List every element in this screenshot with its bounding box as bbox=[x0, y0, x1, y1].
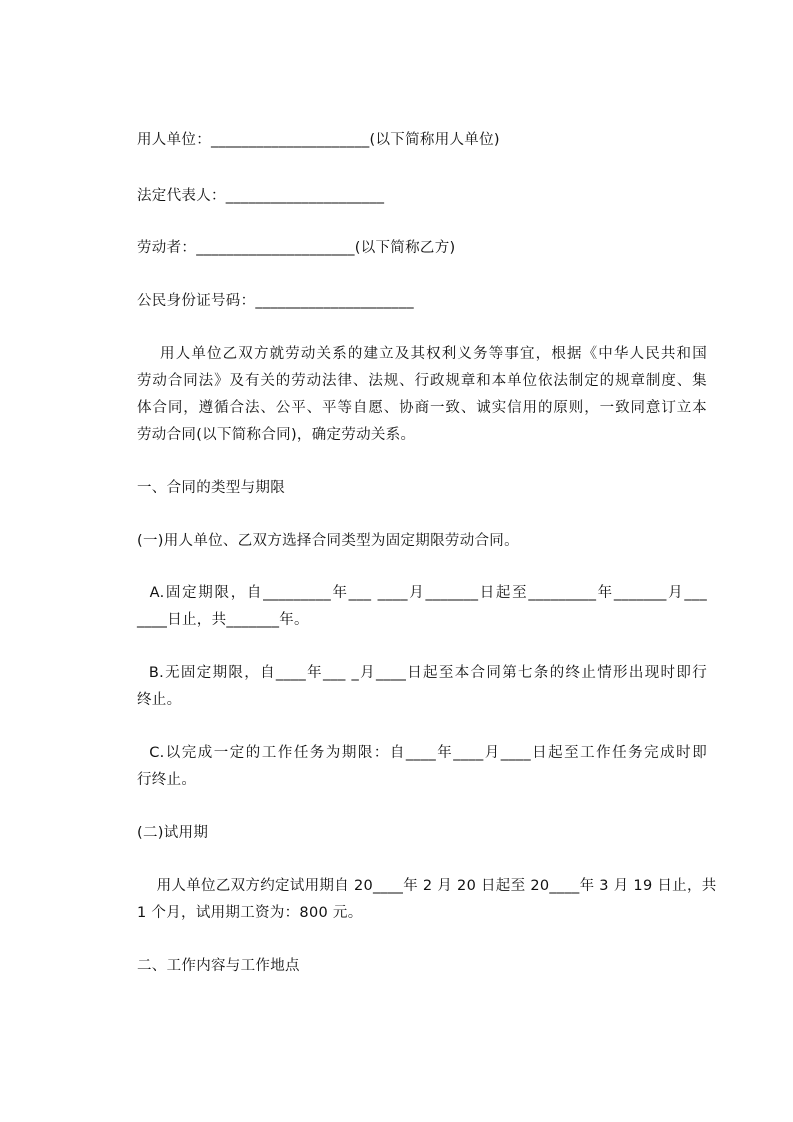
option-a-line: A.固定期限，自_________年___ ____月_______日起至_________年_______月___ bbox=[137, 585, 707, 601]
probation-line: 1 个月，试用期工资为：800 元。 bbox=[137, 905, 363, 921]
option-c-line: 行终止。 bbox=[137, 772, 197, 788]
probation-line: 用人单位乙双方约定试用期自 20____年 2 月 20 日起至 20____年 3 月 19 日止，共 bbox=[137, 878, 717, 894]
intro-line: 用人单位乙双方就劳动关系的建立及其权利义务等事宜，根据《中华人民共和国 bbox=[137, 346, 707, 362]
id-number-field: 公民身份证号码：_____________________ bbox=[137, 293, 414, 309]
legal-representative-field: 法定代表人：_____________________ bbox=[137, 188, 385, 204]
intro-line: 体合同，遵循合法、公平、平等自愿、协商一致、诚实信用的原则，一致同意订立本 bbox=[137, 400, 707, 416]
employer-field: 用人单位：_____________________(以下简称用人单位) bbox=[137, 132, 500, 148]
section-2-title: 二、工作内容与工作地点 bbox=[137, 958, 300, 974]
clause-1-1: (一)用人单位、乙双方选择合同类型为固定期限劳动合同。 bbox=[137, 533, 519, 549]
clause-1-2: (二)试用期 bbox=[137, 825, 209, 841]
intro-line: 劳动合同法》及有关的劳动法律、法规、行政规章和本单位依法制定的规章制度、集 bbox=[137, 373, 707, 389]
intro-line: 劳动合同(以下简称合同)，确定劳动关系。 bbox=[137, 427, 416, 443]
option-c-line: C.以完成一定的工作任务为期限：自____年____月____日起至工作任务完成时即 bbox=[137, 745, 707, 761]
worker-field: 劳动者：_____________________(以下简称乙方) bbox=[137, 240, 456, 256]
section-1-title: 一、合同的类型与期限 bbox=[137, 480, 285, 496]
option-a-line: ____日止，共_______年。 bbox=[137, 612, 309, 628]
option-b-line: B.无固定期限，自____年___ _月____日起至本合同第七条的终止情形出现时即行 bbox=[137, 665, 707, 681]
option-b-line: 终止。 bbox=[137, 692, 182, 708]
